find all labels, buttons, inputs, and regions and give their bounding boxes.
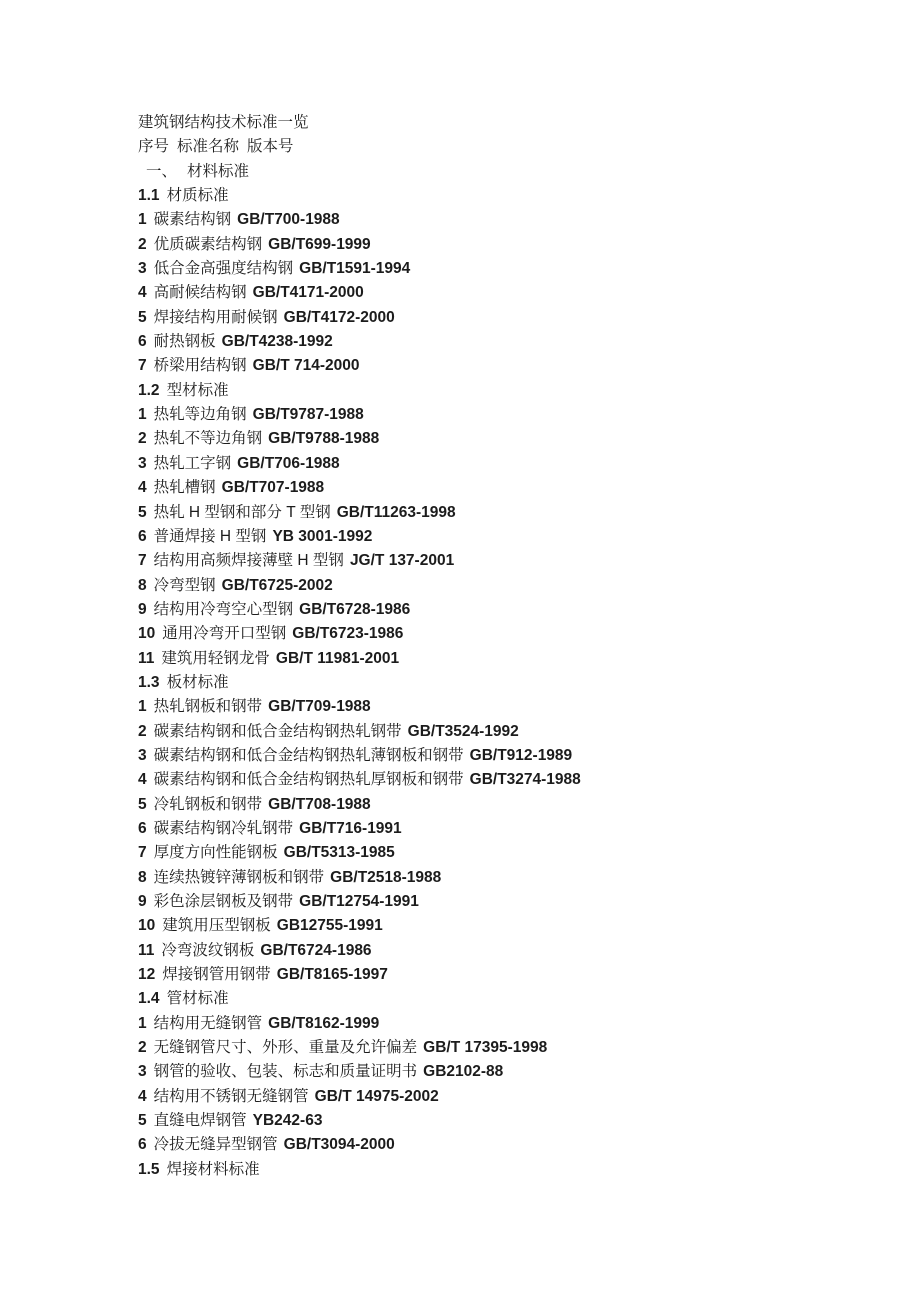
- item-number: 6: [138, 819, 147, 837]
- standard-item: [138, 866, 581, 890]
- standard-item: [138, 281, 581, 305]
- standard-item: [138, 598, 581, 622]
- item-standard-name: 碳素结构钢: [153, 211, 232, 229]
- item-standard-code: GB/T3524-1992: [407, 722, 519, 740]
- item-standard-code: GB/T 11981-2001: [275, 649, 400, 667]
- standard-item: [138, 1036, 581, 1060]
- item-standard-code: GB/T4172-2000: [283, 308, 395, 326]
- item-number: 6: [138, 527, 147, 545]
- item-standard-code: JG/T 137-2001: [349, 552, 455, 570]
- item-standard-name: 结构用无缝钢管: [153, 1014, 263, 1032]
- item-standard-code: GB/T6725-2002: [221, 576, 333, 594]
- standard-item: [138, 963, 581, 987]
- item-standard-code: GB/T708-1988: [268, 795, 371, 813]
- standard-item: [138, 744, 581, 768]
- item-number: 1: [138, 1014, 147, 1032]
- standard-item: [138, 1109, 581, 1133]
- standard-item: [138, 768, 581, 792]
- item-number: 4: [138, 284, 147, 302]
- item-standard-code: GB/T4171-2000: [252, 284, 364, 302]
- doc-title: [138, 111, 581, 135]
- item-standard-code: GB/T6723-1986: [292, 625, 404, 643]
- item-standard-code: GB/T699-1999: [268, 235, 371, 253]
- item-standard-name: 优质碳素结构钢: [153, 235, 263, 253]
- standards-list: [138, 111, 581, 1182]
- item-number: 2: [138, 1039, 147, 1057]
- item-standard-name: 冷轧钢板和钢带: [153, 795, 263, 813]
- standard-item: [138, 427, 581, 451]
- doc-title-text: 建筑钢结构技术标准一览: [138, 114, 309, 131]
- standard-item: [138, 574, 581, 598]
- standard-item: [138, 939, 581, 963]
- item-standard-name: 焊接钢管用钢带: [162, 966, 271, 984]
- section-name: 材质标准: [166, 187, 229, 205]
- item-standard-name: 碳素结构钢和低合金结构钢热轧钢带: [153, 722, 402, 740]
- item-standard-name: 热轧工字钢: [153, 454, 232, 472]
- item-standard-code: YB242-63: [252, 1112, 323, 1130]
- section-name: 管材标准: [166, 990, 229, 1008]
- standard-item: [138, 1133, 581, 1157]
- section-number: 1.4: [138, 990, 160, 1008]
- item-number: 7: [138, 552, 147, 570]
- column-header: [138, 135, 581, 159]
- item-number: 2: [138, 722, 147, 740]
- item-standard-name: 建筑用轻钢龙骨: [161, 649, 270, 667]
- item-standard-name: 厚度方向性能钢板: [153, 844, 278, 862]
- item-standard-code: GB/T6728-1986: [299, 600, 411, 618]
- item-standard-code: GB/T700-1988: [237, 211, 340, 229]
- item-number: 2: [138, 235, 147, 253]
- column-label-serial: 序号: [138, 138, 170, 156]
- item-standard-code: GB/T8162-1999: [268, 1014, 380, 1032]
- item-standard-name: 耐热钢板: [153, 333, 216, 351]
- item-standard-name: 热轧槽钢: [153, 479, 216, 497]
- item-standard-name: 连续热镀锌薄钢板和钢带: [153, 868, 325, 886]
- column-label-version: 版本号: [247, 138, 294, 156]
- section-name: 焊接材料标准: [166, 1160, 260, 1178]
- item-standard-name: 彩色涂层钢板及钢带: [153, 893, 294, 910]
- item-standard-name: 碳素结构钢和低合金结构钢热轧薄钢板和钢带: [153, 746, 464, 764]
- item-standard-code: GB/T4238-1992: [221, 333, 333, 351]
- item-standard-code: GB/T9787-1988: [252, 406, 364, 424]
- item-number: 8: [138, 868, 147, 886]
- section-heading: [138, 671, 581, 695]
- standard-item: [138, 647, 581, 671]
- item-standard-name: 低合金高强度结构钢: [153, 260, 294, 278]
- item-number: 6: [138, 333, 147, 351]
- standard-item: [138, 914, 581, 938]
- item-number: 10: [138, 917, 156, 935]
- item-number: 1: [138, 698, 147, 716]
- item-standard-code: GB/T 14975-2002: [314, 1087, 439, 1105]
- item-standard-code: GB/T 714-2000: [252, 357, 360, 375]
- item-standard-name: 焊接结构用耐候钢: [153, 308, 278, 326]
- item-standard-name: 结构用高频焊接薄壁 H 型钢: [153, 552, 344, 570]
- item-standard-name: 热轧等边角钢: [153, 406, 247, 424]
- item-standard-code: GB/T 17395-1998: [423, 1039, 548, 1057]
- item-number: 5: [138, 1112, 147, 1130]
- standard-item: [138, 720, 581, 744]
- item-standard-code: GB/T6724-1986: [260, 941, 372, 959]
- item-standard-name: 通用冷弯开口型钢: [162, 625, 287, 643]
- chapter-heading: [138, 160, 581, 184]
- standard-item: [138, 817, 581, 841]
- item-number: 4: [138, 771, 147, 789]
- section-heading: [138, 184, 581, 208]
- item-standard-code: GB/T3274-1988: [469, 771, 581, 789]
- item-standard-code: GB/T912-1989: [469, 746, 573, 764]
- standard-item: [138, 1085, 581, 1109]
- item-standard-name: 结构用冷弯空心型钢: [153, 600, 294, 618]
- standard-item: [138, 1060, 581, 1084]
- section-heading: [138, 987, 581, 1011]
- item-standard-name: 碳素结构钢冷轧钢带: [153, 819, 294, 837]
- item-number: 4: [138, 479, 147, 497]
- item-standard-name: 碳素结构钢和低合金结构钢热轧厚钢板和钢带: [153, 771, 464, 789]
- standard-item: [138, 257, 581, 281]
- standard-item: [138, 622, 581, 646]
- standard-item: [138, 403, 581, 427]
- item-number: 3: [138, 1063, 147, 1081]
- section-number: 1.1: [138, 187, 160, 205]
- item-number: 1: [138, 211, 147, 229]
- item-standard-name: 直缝电焊钢管: [153, 1112, 247, 1130]
- section-name: 板材标准: [166, 673, 229, 691]
- item-number: 5: [138, 308, 147, 326]
- item-standard-name: 热轧钢板和钢带: [153, 698, 263, 716]
- standard-item: [138, 525, 581, 549]
- item-standard-code: GB/T709-1988: [268, 698, 371, 716]
- item-standard-code: GB/T2518-1988: [330, 868, 442, 886]
- item-number: 5: [138, 503, 147, 521]
- section-name: 型材标准: [166, 381, 229, 399]
- item-number: 8: [138, 576, 147, 594]
- standard-item: [138, 306, 581, 330]
- item-standard-name: 高耐候结构钢: [153, 284, 247, 302]
- section-heading: [138, 1158, 581, 1182]
- item-number: 3: [138, 260, 147, 278]
- standard-item: [138, 330, 581, 354]
- item-number: 7: [138, 844, 147, 862]
- item-standard-name: 热轧 H 型钢和部分 T 型钢: [153, 503, 331, 521]
- item-number: 11: [138, 649, 155, 667]
- standard-item: [138, 501, 581, 525]
- item-number: 7: [138, 357, 147, 375]
- item-number: 3: [138, 454, 147, 472]
- item-standard-code: GB/T5313-1985: [283, 844, 395, 862]
- item-number: 11: [138, 941, 155, 959]
- item-number: 12: [138, 966, 156, 984]
- item-standard-name: 桥梁用结构钢: [153, 357, 247, 375]
- standard-item: [138, 354, 581, 378]
- item-standard-name: 结构用不锈钢无缝钢管: [153, 1087, 309, 1105]
- standard-item: [138, 890, 581, 914]
- item-standard-code: GB/T11263-1998: [336, 503, 456, 521]
- item-standard-code: GB/T9788-1988: [268, 430, 380, 448]
- item-number: 2: [138, 430, 147, 448]
- standard-item: [138, 793, 581, 817]
- item-standard-name: 冷弯型钢: [153, 576, 216, 594]
- standard-item: [138, 452, 581, 476]
- standard-item: [138, 841, 581, 865]
- section-number: 1.2: [138, 381, 160, 399]
- item-standard-code: GB/T3094-2000: [283, 1136, 395, 1154]
- item-standard-name: 普通焊接 H 型钢: [153, 527, 267, 545]
- column-label-standard-name: 标准名称: [177, 138, 240, 156]
- chapter-name: 材料标准: [187, 162, 250, 180]
- item-standard-name: 冷弯波纹钢板: [161, 941, 255, 959]
- item-standard-code: GB/T8165-1997: [276, 966, 388, 984]
- item-standard-code: GB/T716-1991: [299, 819, 402, 837]
- item-standard-name: 冷拔无缝异型钢管: [153, 1136, 278, 1154]
- standard-item: [138, 476, 581, 500]
- item-number: 5: [138, 795, 147, 813]
- standard-item: [138, 208, 581, 232]
- item-standard-code: GB/T12754-1991: [299, 893, 419, 910]
- standard-item: [138, 695, 581, 719]
- item-number: 10: [138, 625, 156, 643]
- section-number: 1.3: [138, 673, 160, 691]
- section-number: 1.5: [138, 1160, 160, 1178]
- item-standard-code: GB2102-88: [423, 1063, 504, 1081]
- standard-item: [138, 1012, 581, 1036]
- item-number: 9: [138, 893, 147, 910]
- item-standard-code: GB/T707-1988: [221, 479, 325, 497]
- item-standard-name: 热轧不等边角钢: [153, 430, 263, 448]
- chapter-number: 一、: [146, 162, 178, 180]
- section-heading: [138, 379, 581, 403]
- standard-item: [138, 233, 581, 257]
- item-standard-name: 钢管的验收、包装、标志和质量证明书: [153, 1063, 418, 1081]
- item-standard-name: 建筑用压型钢板: [162, 917, 271, 935]
- item-standard-code: GB/T706-1988: [237, 454, 340, 472]
- item-standard-name: 无缝钢管尺寸、外形、重量及允许偏差: [153, 1039, 418, 1057]
- item-number: 1: [138, 406, 147, 424]
- item-standard-code: YB 3001-1992: [272, 527, 373, 545]
- item-number: 9: [138, 600, 147, 618]
- item-number: 6: [138, 1136, 147, 1154]
- item-standard-code: GB/T1591-1994: [299, 260, 411, 278]
- standard-item: [138, 549, 581, 573]
- item-number: 3: [138, 746, 147, 764]
- item-standard-code: GB12755-1991: [276, 917, 383, 935]
- item-number: 4: [138, 1087, 147, 1105]
